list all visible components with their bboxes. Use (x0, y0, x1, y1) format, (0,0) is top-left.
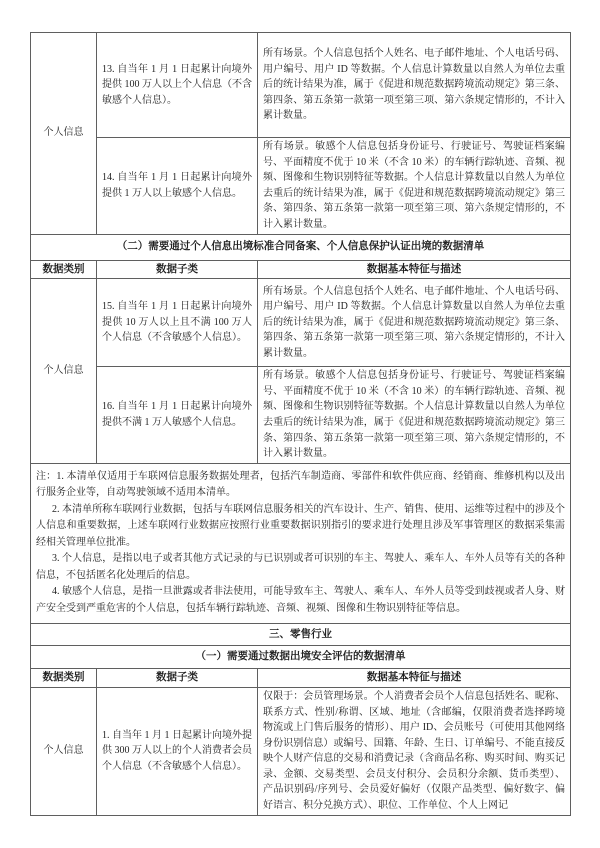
column-header-subclass: 数据子类 (97, 260, 258, 279)
note-3: 3. 个人信息，是指以电子或者其他方式记录的与已识别或者可识别的车主、驾驶人、乘车人、车外人员等有关的各种信息，不包括匿名化处理后的信息。 (36, 553, 565, 581)
column-header-description: 数据基本特征与描述 (258, 260, 571, 279)
category-cell: 个人信息 (31, 33, 97, 235)
category-cell: 个人信息 (31, 279, 97, 464)
data-export-list-table (30, 32, 571, 816)
table-row (31, 234, 571, 260)
subclass-cell-15: 15. 自当年 1 月 1 日起累计向境外提供 10 万人以上且不满 100 万人个人信息（不含敏感个人信息）。 (97, 279, 258, 367)
note-1: 注：1. 本清单仅适用于车联网信息服务数据处理者，包括汽车制造商、零部件和软件供应商、经销商、维修机构以及出行服务企业等，自动驾驶领域不适用本清单。 (36, 470, 565, 499)
table-row (31, 279, 571, 367)
description-cell-16: 所有场景。敏感个人信息包括身份证号、行驶证号、驾驶证档案编号、平面精度不优于 10 米（不含 10 米）的车辆行踪轨迹、音频、视频、图像和生物识别特征等数据。个人信息计算数量以自然人为单位去重后的统计结果为准，属于《促进和规范数据跨境流动规定》第三条、第四条、第五条第一款第一项至第三项、第六条规定情形的，不计入累计数量。 (258, 367, 571, 464)
part-3-title: 三、零售行业 (31, 623, 571, 646)
table-row (31, 687, 571, 815)
table-row (31, 623, 571, 646)
table-row (31, 33, 571, 138)
page-content (30, 32, 570, 816)
table-header-row (31, 260, 571, 279)
notes-cell (31, 463, 571, 623)
table-row (31, 138, 571, 235)
subclass-cell-14: 14. 自当年 1 月 1 日起累计向境外提供 1 万人以上敏感个人信息。 (97, 138, 258, 235)
description-cell-14: 所有场景。敏感个人信息包括身份证号、行驶证号、驾驶证档案编号、平面精度不优于 10 米（不含 10 米）的车辆行踪轨迹、音频、视频、图像和生物识别特征等数据。个人信息计算数量以自然人为单位去重后的统计结果为准，属于《促进和规范数据跨境流动规定》第三条、第四条、第五条第一款第一项至第三项、第六条规定情形的，不计入累计数量。 (258, 138, 571, 235)
column-header-subclass: 数据子类 (97, 668, 258, 687)
description-cell-15: 所有场景。个人信息包括个人姓名、电子邮件地址、个人电话号码、用户编号、用户 ID 等数据。个人信息计算数量以自然人为单位去重后的统计结果为准，属于《促进和规范数据跨境流动规定》第三条、第四条、第五条第一款第一项至第三项、第六条规定情形的，不计入累计数量。 (258, 279, 571, 367)
note-2: 2. 本清单所称车联网行业数据，包括与车联网信息服务相关的汽车设计、生产、销售、使用、运维等过程中的涉及个人信息和重要数据，上述车联网行业数据应按照行业重要数据识别指引的要求进行处理且涉及军事管理区的数据采集需经相关管理单位批准。 (36, 503, 565, 548)
column-header-category: 数据类别 (31, 260, 97, 279)
category-cell: 个人信息 (31, 687, 97, 815)
table-row (31, 646, 571, 669)
table-row (31, 367, 571, 464)
note-4: 4. 敏感个人信息，是指一旦泄露或者非法使用，可能导致车主、驾驶人、乘车人、车外人员等受到歧视或者人身、财产安全受到严重危害的个人信息，包括车辆行踪轨迹、音频、视频、图像和生物识别特征等信息。 (36, 586, 565, 614)
section-1-title: （一）需要通过数据出境安全评估的数据清单 (31, 646, 571, 669)
description-cell-1: 仅限于：会员管理场景。个人消费者会员个人信息包括姓名、昵称、联系方式、性别/称谓、区域、地址（含邮编，仅限消费者选择跨境物流或上门售后服务的情形）、用户 ID、会员账号（可使用其他网络身份识别信息）或编号、国籍、年龄、生日、订单编号、不能直接反映个人财产信息的交易和消费记录（含商品名称、购买时间、购买记录、金额、交易类型、会员支付积分、会员积分余额、货币类型）、产品识别码/序列号、会员爱好偏好（仅限产品类型、偏好数字、偏好语言、积分兑换方式）、职位、工作单位、个人上网记 (258, 687, 571, 815)
subclass-cell-16: 16. 自当年 1 月 1 日起累计向境外提供不满 1 万人敏感个人信息。 (97, 367, 258, 464)
table-row (31, 463, 571, 623)
subclass-cell-1: 1. 自当年 1 月 1 日起累计向境外提供 300 万人以上的个人消费者会员个人信息（不含敏感个人信息）。 (97, 687, 258, 815)
column-header-description: 数据基本特征与描述 (258, 668, 571, 687)
subclass-cell-13: 13. 自当年 1 月 1 日起累计向境外提供 100 万人以上个人信息（不含敏感个人信息）。 (97, 33, 258, 138)
section-2-title: （二）需要通过个人信息出境标准合同备案、个人信息保护认证出境的数据清单 (31, 234, 571, 260)
table-header-row (31, 668, 571, 687)
description-cell-13: 所有场景。个人信息包括个人姓名、电子邮件地址、个人电话号码、用户编号、用户 ID 等数据。个人信息计算数量以自然人为单位去重后的统计结果为准，属于《促进和规范数据跨境流动规定》第三条、第四条、第五条第一款第一项至第三项、第六条规定情形的，不计入累计数量。 (258, 33, 571, 138)
column-header-category: 数据类别 (31, 668, 97, 687)
